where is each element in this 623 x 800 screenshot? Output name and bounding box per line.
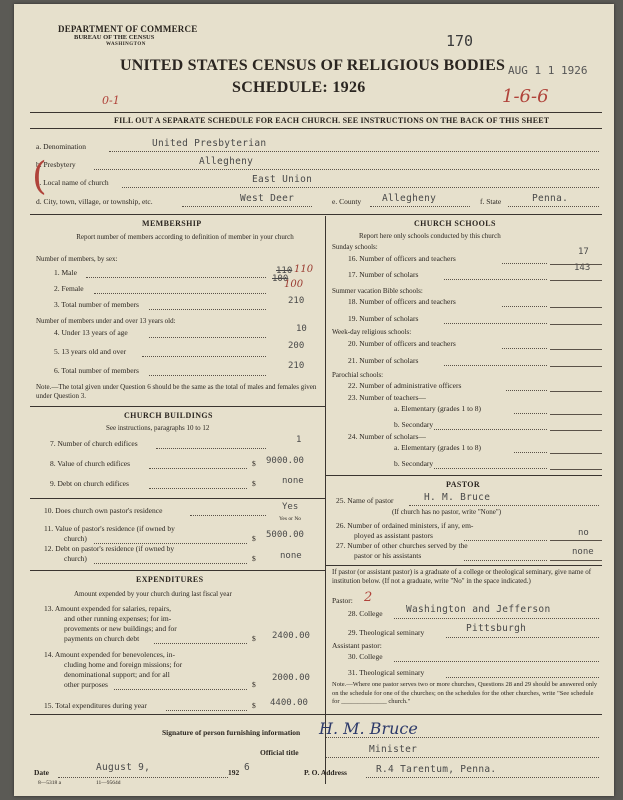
q23b-label: b. Secondary: [394, 420, 434, 429]
leader-dots: [86, 277, 266, 278]
leader-dots: [434, 429, 547, 430]
leader-dots: [149, 468, 247, 469]
leader-dots: [464, 560, 547, 561]
leader-dots: [514, 452, 547, 453]
expenditures-title: EXPENDITURES: [136, 575, 204, 584]
q30-label: 30. College: [348, 652, 383, 661]
q18-label: 18. Number of officers and teachers: [348, 297, 456, 306]
q12-value[interactable]: none: [280, 551, 302, 561]
q6-value[interactable]: 210: [288, 361, 305, 371]
denomination-line: [109, 151, 599, 152]
leader-dots: [149, 309, 266, 310]
q9-dollar: $: [252, 479, 256, 488]
leader-dots: [506, 390, 547, 391]
city-line: [182, 206, 312, 207]
pastor-mark: 2: [364, 590, 373, 605]
college-line: [394, 618, 599, 619]
q24b-label: b. Secondary: [394, 459, 434, 468]
leader-dots: [94, 293, 266, 294]
membership-title: MEMBERSHIP: [142, 219, 202, 228]
divider: [30, 570, 325, 571]
leader-dots: [190, 515, 266, 516]
q15-label: 15. Total expenditures during year: [44, 701, 147, 710]
seminary-line: [446, 637, 599, 638]
q26-label-line1: 26. Number of ordained ministers, if any, em-: [336, 521, 474, 530]
q25-sub: (If church has no pastor, write "None"): [392, 508, 502, 516]
q2-typed-value: 100: [272, 274, 289, 284]
q14-line2: cluding home and foreign missions; for: [64, 660, 183, 669]
leader-dots: [444, 323, 547, 324]
signature-label: Signature of person furnishing information: [162, 728, 301, 737]
leader-dots: [502, 348, 547, 349]
signature[interactable]: H. M. Bruce: [319, 719, 418, 738]
divider: [325, 475, 602, 476]
divider: [30, 498, 325, 499]
age-intro: Number of members under and over 13 years old:: [36, 317, 176, 325]
leader-dots: [94, 563, 247, 564]
leader-dots: [114, 689, 247, 690]
leader-dots: [142, 356, 266, 357]
pastor-label: Pastor:: [332, 596, 353, 605]
leader-dots: [149, 488, 247, 489]
column-divider: [325, 216, 326, 784]
presbytery-label: b. Presbytery: [36, 160, 76, 169]
q12-label-line2: church): [64, 554, 87, 563]
q26-label-line2: ployed as assistant pastors: [354, 531, 433, 540]
leader-dots: [444, 365, 547, 366]
state-line: [508, 206, 599, 207]
buildings-title: CHURCH BUILDINGS: [124, 411, 213, 420]
q6-label: 6. Total number of members: [54, 366, 139, 375]
church-name-label: c. Local name of church: [36, 178, 109, 187]
q26-value[interactable]: no: [578, 528, 589, 538]
q1-hand-value[interactable]: 110: [294, 264, 314, 275]
q8-value[interactable]: 9000.00: [266, 456, 304, 466]
leader-dots: [444, 279, 547, 280]
state-value[interactable]: Penna.: [532, 193, 569, 204]
red-note-left: 0-1: [102, 94, 120, 107]
official-title-label: Official title: [260, 748, 299, 757]
page-title: UNITED STATES CENSUS OF RELIGIOUS BODIES: [120, 57, 506, 74]
q24-label: 24. Number of scholars—: [348, 432, 426, 441]
members-by-sex-label: Number of members, by sex:: [36, 255, 118, 263]
q8-dollar: $: [252, 459, 256, 468]
q29-label: 29. Theological seminary: [348, 628, 425, 637]
buildings-sub: See instructions, paragraphs 10 to 12: [106, 424, 210, 432]
q17-value[interactable]: 143: [574, 263, 591, 273]
answer-box: [550, 560, 602, 561]
q13-line1: 13. Amount expended for salaries, repairs,: [44, 604, 172, 613]
leader-dots: [464, 540, 547, 541]
assistant-college-line[interactable]: [394, 661, 599, 662]
divider: [30, 128, 602, 129]
red-note-right: 1-6-6: [502, 86, 549, 107]
q11-value[interactable]: 5000.00: [266, 530, 304, 540]
q31-label: 31. Theological seminary: [348, 668, 425, 677]
answer-box[interactable]: [550, 430, 602, 431]
q10-label: 10. Does church own pastor's residence: [44, 506, 163, 515]
q1-typed-value: 110: [276, 266, 293, 276]
date-value[interactable]: August 9,: [96, 762, 151, 773]
po-address-label: P. O. Address: [304, 768, 347, 777]
print-code-b: 11—9564d: [96, 780, 121, 786]
q21-label: 21. Number of scholars: [348, 356, 419, 365]
membership-intro: Report number of members according to definition of member in your church: [76, 233, 294, 241]
q3-label: 3. Total number of members: [54, 300, 139, 309]
year-suffix[interactable]: 6: [244, 762, 251, 773]
q25-label: 25. Name of pastor: [336, 496, 394, 505]
q29-value[interactable]: Pittsburgh: [466, 623, 527, 634]
q13-line4: payments on church debt: [64, 634, 140, 643]
city-heading: WASHINGTON: [106, 42, 146, 47]
parochial-schools-label: Parochial schools:: [332, 371, 384, 379]
leader-dots: [502, 306, 547, 307]
q28-label: 28. College: [348, 609, 383, 618]
received-stamp: AUG 1 1 1926: [508, 64, 588, 77]
membership-note: Note.—The total given under Question 6 should be the same as the total of males and females given under Question 3.: [36, 383, 317, 400]
q28-value[interactable]: Washington and Jefferson: [406, 604, 551, 615]
leader-dots: [434, 468, 547, 469]
q17-label: 17. Number of scholars: [348, 270, 419, 279]
answer-box[interactable]: [550, 414, 602, 415]
po-address-line: [366, 777, 599, 778]
q1-label: 1. Male: [54, 268, 77, 277]
q8-label: 8. Value of church edifices: [50, 459, 131, 468]
answer-box[interactable]: [550, 307, 602, 308]
assistant-pastor-label: Assistant pastor:: [332, 641, 382, 650]
q2-hand-value[interactable]: 100: [284, 279, 304, 290]
department-heading: DEPARTMENT OF COMMERCE: [58, 24, 198, 34]
q16-value[interactable]: 17: [578, 247, 589, 257]
q7-value[interactable]: 1: [296, 435, 302, 445]
date-line: [58, 777, 228, 778]
q2-label: 2. Female: [54, 284, 84, 293]
q11-label-line1: 11. Value of pastor's residence (if owned by: [44, 524, 175, 533]
q25-value[interactable]: H. M. Bruce: [424, 492, 491, 503]
official-title-line: [326, 757, 599, 758]
q13-dollar: $: [252, 634, 256, 643]
q14-line4: other purposes: [64, 680, 108, 689]
q15-value[interactable]: 4400.00: [270, 698, 308, 708]
q3-value[interactable]: 210: [288, 296, 305, 306]
q27-label-line2: pastor or his assistants: [354, 551, 422, 560]
answer-box[interactable]: [550, 366, 602, 367]
date-label: Date: [34, 768, 49, 777]
county-value[interactable]: Allegheny: [382, 193, 437, 204]
q12-label-line1: 12. Debt on pastor's residence (if owned by: [44, 544, 175, 553]
answer-box: [550, 280, 602, 281]
q16-label: 16. Number of officers and teachers: [348, 254, 456, 263]
q13-line3: provements or new buildings; and for: [64, 624, 177, 633]
presbytery-value[interactable]: Allegheny: [199, 156, 254, 167]
q23a-label: a. Elementary (grades 1 to 8): [394, 404, 482, 413]
schools-title: CHURCH SCHOOLS: [414, 219, 496, 228]
answer-box[interactable]: [550, 453, 602, 454]
q9-value[interactable]: none: [282, 476, 304, 486]
divider: [30, 714, 602, 715]
divider: [30, 406, 325, 407]
q13-line2: and other running expenses; for im-: [64, 614, 172, 623]
leader-dots: [514, 413, 547, 414]
county-label: e. County: [332, 197, 362, 206]
q24a-label: a. Elementary (grades 1 to 8): [394, 443, 482, 452]
presbytery-line: [94, 169, 599, 170]
leader-dots: [149, 337, 266, 338]
q14-dollar: $: [252, 680, 256, 689]
q14-value[interactable]: 2000.00: [272, 673, 310, 683]
pastor-note: Note.—Where one pastor serves two or more churches, Questions 28 and 29 should be answered only on the schedule for one of the churches; on the schedules for the other churches, write "See schedule for ______________ church.": [332, 681, 598, 705]
q4-value[interactable]: 10: [296, 324, 307, 334]
church-name-value[interactable]: East Union: [252, 174, 313, 185]
q5-label: 5. 13 years old and over: [54, 347, 127, 356]
official-title-value[interactable]: Minister: [369, 744, 418, 755]
answer-box[interactable]: [550, 349, 602, 350]
q14-line1: 14. Amount expended for benevolences, in-: [44, 650, 176, 659]
divider: [30, 214, 602, 215]
q4-label: 4. Under 13 years of age: [54, 328, 128, 337]
sunday-schools-label: Sunday schools:: [332, 243, 378, 251]
q22-label: 22. Number of administrative officers: [348, 381, 462, 390]
q9-label: 9. Debt on church edifices: [50, 479, 129, 488]
answer-box[interactable]: [550, 324, 602, 325]
answer-box: [550, 540, 602, 541]
expenditures-sub: Amount expended by your church during last fiscal year: [74, 590, 232, 598]
church-name-line: [122, 187, 599, 188]
print-code-a: 8—5318 a: [38, 780, 62, 786]
leader-dots: [156, 448, 266, 449]
q27-label-line1: 27. Number of other churches served by the: [336, 541, 468, 550]
q19-label: 19. Number of scholars: [348, 314, 419, 323]
county-line: [370, 206, 470, 207]
instruction-line: FILL OUT A SEPARATE SCHEDULE FOR EACH CHURCH. SEE INSTRUCTIONS ON THE BACK OF THIS SHEET: [114, 116, 550, 125]
q12-dollar: $: [252, 554, 256, 563]
leader-dots: [166, 710, 247, 711]
q15-dollar: $: [252, 701, 256, 710]
answer-box: [550, 264, 602, 265]
assistant-seminary-line[interactable]: [446, 677, 599, 678]
q5-value[interactable]: 200: [288, 341, 305, 351]
divider: [325, 565, 602, 566]
q20-label: 20. Number of officers and teachers: [348, 339, 456, 348]
city-label: d. City, town, village, or township, etc.: [36, 197, 153, 206]
summer-schools-label: Summer vacation Bible schools:: [332, 287, 423, 295]
college-intro: If pastor (or assistant pastor) is a graduate of a college or theological seminary, give name of institution below. (If not a graduate, write "No" in the space indicated.): [332, 568, 592, 585]
q11-label-line2: church): [64, 534, 87, 543]
weekday-schools-label: Week-day religious schools:: [332, 328, 412, 336]
q27-value[interactable]: none: [572, 547, 594, 557]
divider: [30, 112, 602, 113]
schools-intro: Report here only schools conducted by this church: [359, 232, 501, 240]
pastor-name-line: [409, 505, 599, 506]
po-address-value[interactable]: R.4 Tarentum, Penna.: [376, 764, 497, 775]
q11-dollar: $: [252, 534, 256, 543]
pastor-title: PASTOR: [446, 480, 481, 489]
answer-box[interactable]: [550, 469, 602, 470]
q7-label: 7. Number of church edifices: [50, 439, 138, 448]
denomination-value[interactable]: United Presbyterian: [152, 138, 267, 149]
leader-dots: [149, 375, 266, 376]
denomination-label: a. Denomination: [36, 142, 86, 151]
q13-value[interactable]: 2400.00: [272, 631, 310, 641]
q23-label: 23. Number of teachers—: [348, 393, 426, 402]
form-number: 170: [446, 32, 474, 50]
year-prefix: 192: [228, 768, 240, 777]
schedule-title: SCHEDULE: 1926: [232, 79, 366, 96]
q14-line3: denominational support; and for all: [64, 670, 170, 679]
city-value[interactable]: West Deer: [240, 193, 295, 204]
state-label: f. State: [480, 197, 502, 206]
census-schedule-page: [14, 4, 614, 796]
red-bracket-mark: (: [32, 154, 47, 198]
bureau-heading: BUREAU OF THE CENSUS: [74, 34, 155, 41]
q10-value[interactable]: Yes: [282, 502, 299, 512]
answer-box[interactable]: [550, 391, 602, 392]
leader-dots: [502, 263, 547, 264]
q10-hint: Yes or No: [279, 516, 302, 522]
leader-dots: [154, 643, 247, 644]
